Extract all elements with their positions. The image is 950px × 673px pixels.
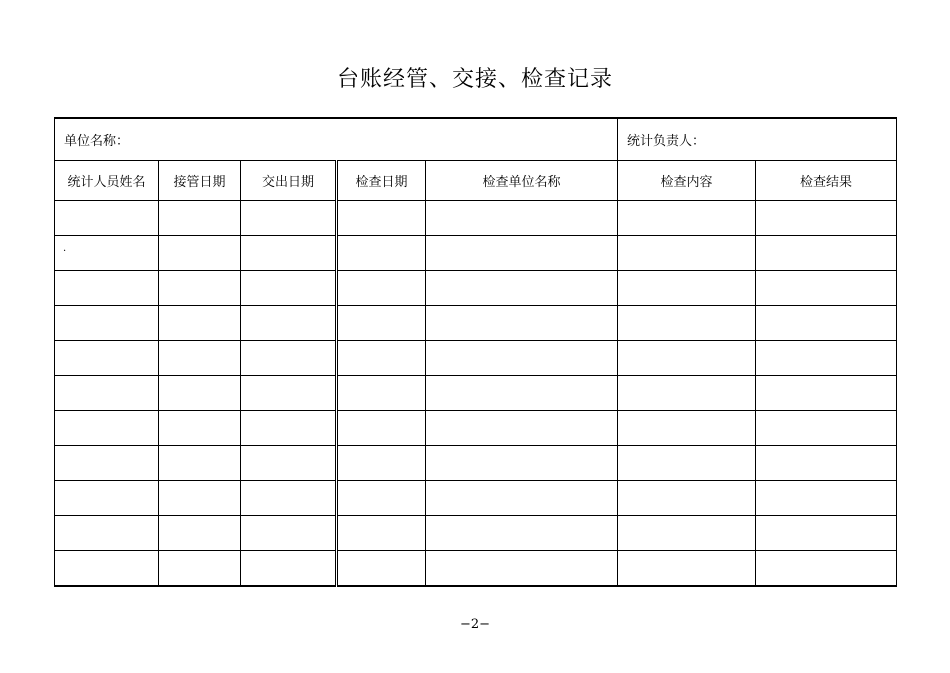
inspection-content-cell[interactable] [618, 376, 756, 411]
inspection-content-cell[interactable] [618, 271, 756, 306]
ledger-record-table [54, 117, 897, 587]
column-header-takeover-date: 接管日期 [159, 161, 241, 201]
unit-name-label: 单位名称： [64, 134, 130, 149]
inspection-unit-cell[interactable] [426, 271, 618, 306]
cell-text: . [63, 242, 67, 254]
column-header-staff-name: 统计人员姓名 [55, 161, 159, 201]
handover-date-cell[interactable] [241, 551, 337, 587]
inspection-date-cell[interactable] [337, 411, 426, 446]
handover-date-cell[interactable] [241, 341, 337, 376]
inspection-result-cell[interactable] [756, 341, 897, 376]
inspection-date-cell[interactable] [337, 271, 426, 306]
inspection-result-cell[interactable] [756, 446, 897, 481]
table-row [55, 481, 897, 516]
page-number: −2− [459, 617, 491, 632]
takeover-date-cell[interactable] [159, 551, 241, 587]
inspection-date-cell[interactable] [337, 376, 426, 411]
inspection-result-cell[interactable] [756, 376, 897, 411]
inspection-content-cell[interactable] [618, 446, 756, 481]
inspection-content-cell[interactable] [618, 236, 756, 271]
table-row [55, 271, 897, 306]
table-row [55, 376, 897, 411]
handover-date-cell[interactable] [241, 236, 337, 271]
takeover-date-cell[interactable] [159, 306, 241, 341]
inspection-date-cell[interactable] [337, 481, 426, 516]
inspection-date-cell[interactable] [337, 306, 426, 341]
handover-date-cell[interactable] [241, 271, 337, 306]
inspection-unit-cell[interactable] [426, 341, 618, 376]
inspection-content-cell[interactable] [618, 516, 756, 551]
takeover-date-cell[interactable] [159, 341, 241, 376]
table-body [55, 201, 897, 587]
table-row [55, 551, 897, 587]
inspection-content-cell[interactable] [618, 481, 756, 516]
handover-date-cell[interactable] [241, 376, 337, 411]
unit-name-field[interactable] [55, 118, 618, 161]
inspection-unit-cell[interactable] [426, 201, 618, 236]
inspection-unit-cell[interactable] [426, 551, 618, 587]
inspection-result-cell[interactable] [756, 411, 897, 446]
table-row [55, 341, 897, 376]
inspection-date-cell[interactable] [337, 516, 426, 551]
staff-name-cell[interactable] [55, 306, 159, 341]
column-header-inspection-content: 检查内容 [618, 161, 756, 201]
staff-name-cell[interactable] [55, 341, 159, 376]
staff-name-cell[interactable] [55, 376, 159, 411]
document-title: 台账经管、交接、检查记录 [336, 67, 613, 92]
takeover-date-cell[interactable] [159, 201, 241, 236]
table-header-row [55, 161, 897, 201]
handover-date-cell[interactable] [241, 516, 337, 551]
column-header-inspection-result: 检查结果 [756, 161, 897, 201]
inspection-date-cell[interactable] [337, 446, 426, 481]
inspection-date-cell[interactable] [337, 551, 426, 587]
handover-date-cell[interactable] [241, 481, 337, 516]
table-row [55, 446, 897, 481]
inspection-date-cell[interactable] [337, 236, 426, 271]
inspection-result-cell[interactable] [756, 551, 897, 587]
inspection-unit-cell[interactable] [426, 236, 618, 271]
staff-name-cell[interactable] [55, 516, 159, 551]
takeover-date-cell[interactable] [159, 271, 241, 306]
table-row [55, 306, 897, 341]
takeover-date-cell[interactable] [159, 376, 241, 411]
table-row [55, 201, 897, 236]
stat-lead-label: 统计负责人： [627, 134, 706, 149]
staff-name-cell[interactable] [55, 481, 159, 516]
staff-name-cell[interactable] [55, 551, 159, 587]
table-row [55, 236, 897, 271]
table-row [55, 516, 897, 551]
inspection-date-cell[interactable] [337, 341, 426, 376]
takeover-date-cell[interactable] [159, 481, 241, 516]
inspection-result-cell[interactable] [756, 516, 897, 551]
inspection-result-cell[interactable] [756, 236, 897, 271]
inspection-result-cell[interactable] [756, 271, 897, 306]
inspection-result-cell[interactable] [756, 306, 897, 341]
inspection-content-cell[interactable] [618, 551, 756, 587]
takeover-date-cell[interactable] [159, 236, 241, 271]
table-row [55, 411, 897, 446]
takeover-date-cell[interactable] [159, 411, 241, 446]
handover-date-cell[interactable] [241, 306, 337, 341]
inspection-unit-cell[interactable] [426, 516, 618, 551]
inspection-unit-cell[interactable] [426, 411, 618, 446]
inspection-content-cell[interactable] [618, 411, 756, 446]
inspection-content-cell[interactable] [618, 341, 756, 376]
column-header-handover-date: 交出日期 [241, 161, 337, 201]
column-header-inspection-unit: 检查单位名称 [426, 161, 618, 201]
staff-name-cell[interactable] [55, 271, 159, 306]
staff-name-cell[interactable] [55, 446, 159, 481]
stat-lead-field[interactable] [618, 118, 897, 161]
inspection-result-cell[interactable] [756, 481, 897, 516]
staff-name-cell[interactable] [55, 201, 159, 236]
handover-date-cell[interactable] [241, 411, 337, 446]
takeover-date-cell[interactable] [159, 446, 241, 481]
inspection-date-cell[interactable] [337, 201, 426, 236]
inspection-unit-cell[interactable] [426, 306, 618, 341]
inspection-unit-cell[interactable] [426, 481, 618, 516]
column-header-inspection-date: 检查日期 [337, 161, 426, 201]
staff-name-cell[interactable] [55, 236, 159, 271]
inspection-unit-cell[interactable] [426, 376, 618, 411]
inspection-unit-cell[interactable] [426, 446, 618, 481]
inspection-content-cell[interactable] [618, 201, 756, 236]
handover-date-cell[interactable] [241, 201, 337, 236]
takeover-date-cell[interactable] [159, 516, 241, 551]
staff-name-cell[interactable] [55, 411, 159, 446]
handover-date-cell[interactable] [241, 446, 337, 481]
inspection-result-cell[interactable] [756, 201, 897, 236]
inspection-content-cell[interactable] [618, 306, 756, 341]
form-info-row [55, 118, 897, 161]
